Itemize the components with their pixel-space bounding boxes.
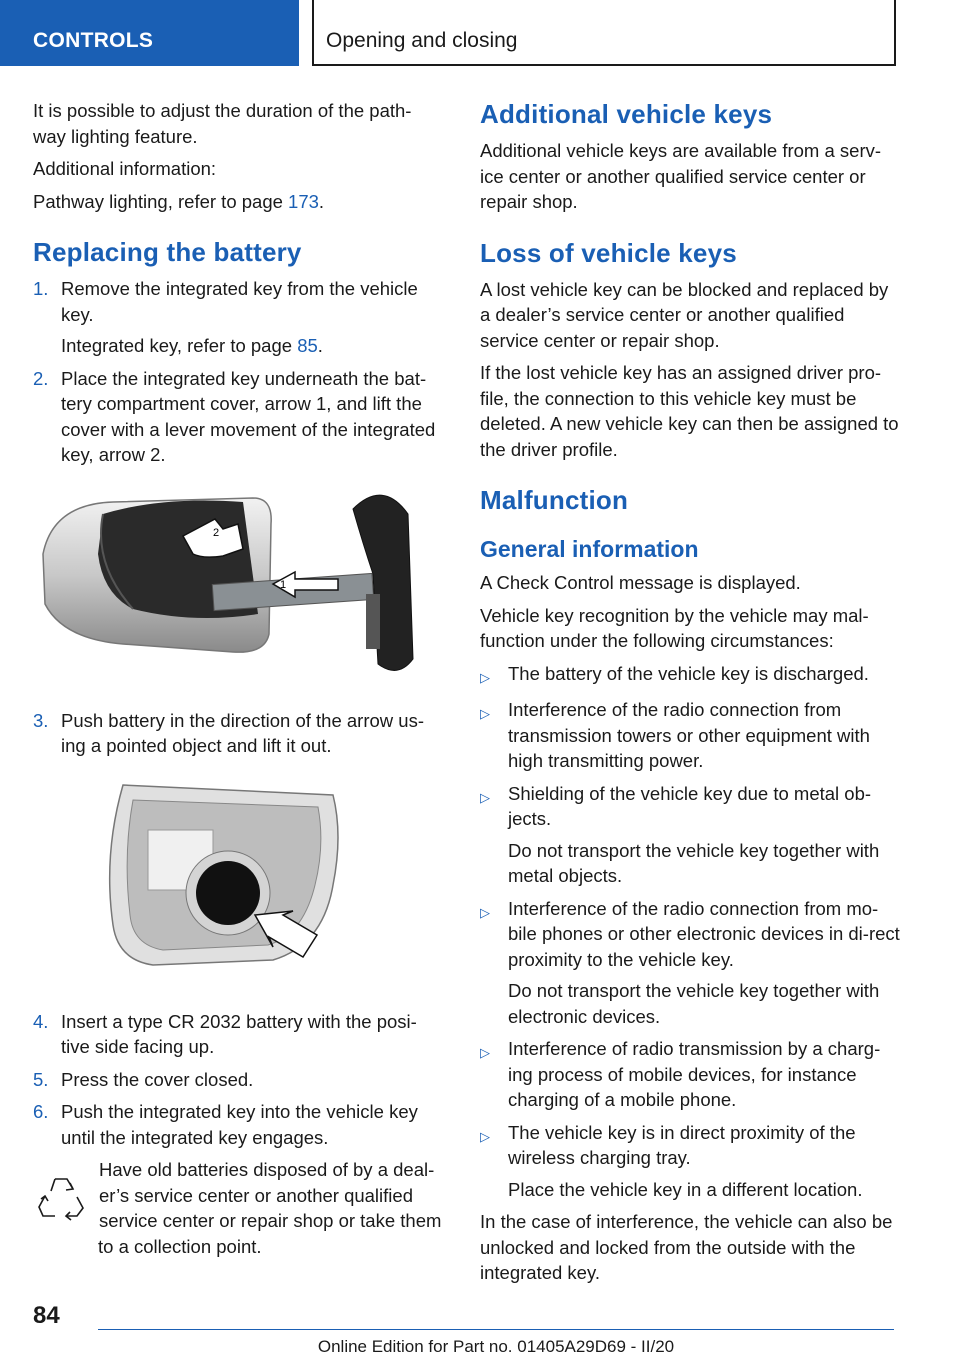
step-2 [33, 366, 443, 468]
triangle-right-icon: ▷ [480, 789, 490, 805]
step-number: 3. [33, 709, 49, 731]
figure-battery-compartment [33, 775, 443, 985]
step-number: 5. [33, 1068, 49, 1090]
bullet-subtext: Do not transport the vehicle key together with metal objects. [508, 839, 880, 886]
heading-malfunction: Malfunction [480, 485, 629, 515]
bullet-subtext: Place the vehicle key in a different location. [508, 1178, 863, 1200]
bullet-item [480, 1120, 900, 1203]
triangle-right-icon: ▷ [480, 706, 490, 721]
page-number: 84 [33, 1302, 60, 1329]
right-column [480, 98, 900, 1293]
pathway-ref: Pathway lighting, refer to page 173. [33, 190, 325, 212]
loss-text-2: If the lost vehicle key has an assigned driver pro-file, the connection to this vehicle key must be deleted. A new vehicle key can then be assigned to the driver profile. [480, 362, 899, 460]
triangle-right-icon: ▷ [480, 1045, 490, 1060]
triangle-right-icon: ▷ [480, 1128, 490, 1144]
heading-loss-of-keys: Loss of vehicle keys [480, 237, 737, 268]
figure-key-lever [33, 484, 443, 684]
triangle-right-icon: ▷ [480, 669, 490, 685]
arrow-2-label: 2 [213, 526, 220, 539]
bullet-text: The battery of the vehicle key is discharged. [508, 662, 869, 684]
bullet-item [480, 697, 900, 774]
integrated-key-ref: Integrated key, refer to page 85. [61, 335, 323, 356]
step-text: Push the integrated key into the vehicle key until the integrated key engages. [61, 1101, 418, 1148]
intro-paragraph: It is possible to adjust the duration of the path-way lighting feature. [33, 100, 412, 147]
general-text-1: A Check Control message is displayed. [480, 572, 801, 593]
bullet-item [480, 781, 900, 889]
heading-additional-keys: Additional vehicle keys [480, 99, 773, 129]
bullet-text: The vehicle key is in direct proximity of the wireless charging tray. [508, 1121, 856, 1168]
bullet-item [480, 1036, 900, 1113]
arrow-1-label: 1 [280, 578, 287, 591]
step-text: Press the cover closed. [61, 1068, 254, 1090]
recycling-note [33, 1157, 443, 1259]
page-link-173[interactable]: 173 [288, 190, 319, 212]
step-4 [33, 1009, 443, 1060]
footer-edition: Online Edition for Part no. 01405A29D69 - II/20 [317, 1337, 675, 1356]
section-tab [0, 0, 299, 66]
step-3 [33, 708, 443, 759]
page-link-85[interactable]: 85 [297, 335, 318, 356]
general-text-2: Vehicle key recognition by the vehicle may mal-function under the following circumstances: [480, 604, 869, 651]
bullet-text: Shielding of the vehicle key due to metal ob-jects. [508, 782, 872, 829]
closing-text: In the case of interference, the vehicle can also be unlocked and locked from the outside with the integrated key. [480, 1211, 893, 1283]
left-column [33, 98, 443, 1259]
step-text: Push battery in the direction of the arrow us-ing a pointed object and lift it out. [61, 709, 424, 756]
bullet-text: Interference of radio transmission by a charg-ing process of mobile devices, for instance charging of a mobile phone. [508, 1038, 881, 1110]
section-label: CONTROLS [33, 29, 154, 52]
battery-compartment-illustration [33, 775, 443, 985]
step-text: Place the integrated key underneath the bat-tery compartment cover, arrow 1, and lift the cover with a lever movement of the integrated key, arrow 2. [61, 367, 436, 465]
step-text: Insert a type CR 2032 battery with the posi-tive side facing up. [61, 1010, 417, 1057]
ref-text: Pathway lighting, refer to page [33, 190, 289, 212]
step-number: 4. [33, 1010, 49, 1032]
key-lever-illustration [33, 484, 443, 684]
additional-info-label: Additional information: [33, 158, 217, 179]
bullet-text: Interference of the radio connection from mo-bile phones or other electronic devices in di-rect proximity to the vehicle key. [508, 897, 900, 970]
note-text: Have old batteries disposed of by a deal-er’s service center or another qualified service center or repair shop or take them to a collection point. [98, 1159, 442, 1257]
bullet-item [480, 661, 900, 691]
step-number: 1. [33, 278, 49, 299]
bullet-text: Interference of the radio connection from transmission towers or other equipment with high transmitting power. [508, 699, 870, 771]
heading-replacing-battery: Replacing the battery [33, 237, 302, 267]
page-title: Opening and closing [326, 29, 518, 52]
heading-general-information: General information [480, 536, 699, 562]
triangle-right-icon: ▷ [480, 904, 490, 920]
step-number: 2. [33, 367, 49, 389]
step-6 [33, 1099, 443, 1150]
footer-divider [98, 1329, 894, 1330]
additional-keys-text: Additional vehicle keys are available from a serv-ice center or another qualified service center or repair shop. [480, 140, 882, 212]
loss-text-1: A lost vehicle key can be blocked and replaced by a dealer’s service center or another qualified service center or repair shop. [480, 278, 889, 351]
ref-text: Integrated key, refer to page [61, 335, 298, 356]
step-text: Remove the integrated key from the vehicle key. [61, 278, 418, 325]
bullet-subtext: Do not transport the vehicle key together with electronic devices. [508, 980, 880, 1027]
bullet-item [480, 896, 900, 1030]
step-5 [33, 1067, 443, 1093]
step-1 [33, 276, 443, 359]
step-number: 6. [33, 1101, 49, 1122]
page-title-box [312, 0, 896, 66]
recycle-icon [33, 1169, 89, 1225]
